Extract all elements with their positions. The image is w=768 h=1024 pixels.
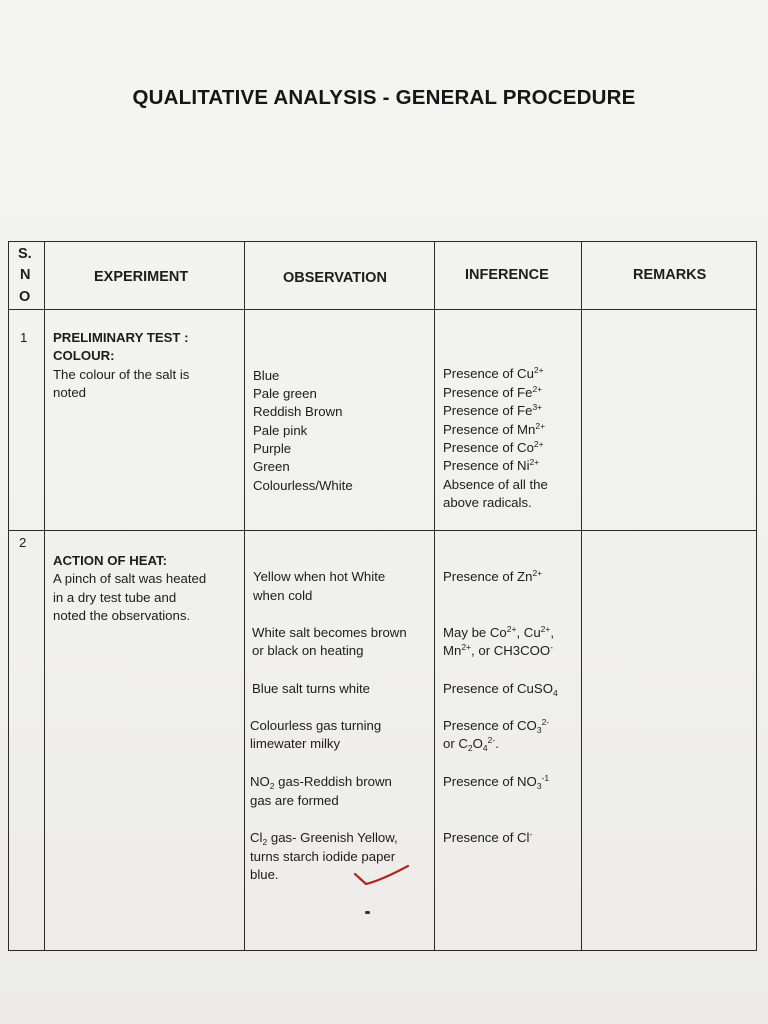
row2-inf2-line1 bbox=[443, 624, 554, 643]
subscript: 2 bbox=[467, 743, 473, 753]
row2-obs4-line1: Colourless gas turning bbox=[250, 718, 382, 733]
row2-obs6-line2: turns starch iodide paper bbox=[250, 849, 396, 864]
table-border-top bbox=[8, 241, 757, 242]
red-check-mark-icon bbox=[352, 862, 412, 888]
column-divider-observation bbox=[434, 241, 435, 951]
column-divider-inference bbox=[581, 241, 582, 951]
ion-symbol: Cu bbox=[517, 366, 534, 381]
inference-prefix: Presence of bbox=[443, 403, 518, 418]
ion-symbol: Mn bbox=[517, 422, 536, 437]
row2-inf3 bbox=[443, 680, 558, 699]
row1-inference-3 bbox=[443, 402, 542, 421]
observation-text: gas-Reddish brown bbox=[274, 774, 392, 789]
row2-exp-text1: A pinch of salt was heated bbox=[53, 571, 207, 586]
row1-number: 1 bbox=[20, 330, 28, 345]
inference-text: . bbox=[495, 736, 499, 751]
row2-inf5 bbox=[443, 773, 549, 792]
inference-text: , Cu bbox=[516, 625, 541, 640]
row1-observation-6: Green bbox=[253, 459, 290, 474]
inference-prefix: Presence of bbox=[443, 422, 518, 437]
observation-text: Cl bbox=[250, 830, 263, 845]
row1-inference-4 bbox=[443, 421, 545, 440]
row1-inference-8: above radicals. bbox=[443, 495, 532, 510]
ion-charge: -1 bbox=[541, 773, 550, 783]
inference-prefix: Presence of bbox=[443, 458, 518, 473]
subscript: 4 bbox=[482, 743, 488, 753]
header-remarks: REMARKS bbox=[633, 267, 707, 283]
row2-inf4-line2 bbox=[443, 735, 499, 754]
row1-observation-7: Colourless/White bbox=[253, 478, 353, 493]
header-divider bbox=[8, 309, 757, 310]
ion-symbol: Fe bbox=[517, 385, 533, 400]
inference-text: , bbox=[550, 625, 555, 640]
subscript: 3 bbox=[536, 781, 542, 791]
row2-exp-text3: noted the observations. bbox=[53, 608, 191, 623]
header-sno-2: N bbox=[20, 267, 31, 283]
inference-text: or C bbox=[443, 736, 468, 751]
subscript: 3 bbox=[536, 725, 542, 735]
row1-exp-heading2: COLOUR: bbox=[53, 348, 115, 363]
inference-text: O bbox=[472, 736, 483, 751]
ion-charge: - bbox=[550, 642, 554, 652]
inference-text: Presence of Zn bbox=[443, 569, 533, 584]
row2-obs1-line1: Yellow when hot White bbox=[253, 569, 386, 584]
subscript: 2 bbox=[262, 837, 268, 847]
row2-inf1 bbox=[443, 568, 542, 587]
row2-obs6-line1 bbox=[250, 829, 398, 848]
column-divider-experiment bbox=[244, 241, 245, 951]
observation-text: NO bbox=[250, 774, 270, 789]
inference-text: Presence of CuSO bbox=[443, 681, 553, 696]
observation-text: gas- Greenish Yellow, bbox=[267, 830, 398, 845]
row2-number: 2 bbox=[19, 535, 27, 550]
ion-symbol: Fe bbox=[517, 403, 533, 418]
inference-text: Presence of CO bbox=[443, 718, 537, 733]
inference-prefix: Presence of bbox=[443, 385, 518, 400]
ion-charge: - bbox=[529, 829, 533, 839]
inference-text: Presence of NO bbox=[443, 774, 537, 789]
row2-inf6 bbox=[443, 829, 532, 848]
inference-text: , or CH3COO bbox=[471, 643, 551, 658]
table-border-bottom bbox=[8, 950, 757, 951]
row2-inf4-line1 bbox=[443, 717, 549, 736]
inference-prefix: Presence of bbox=[443, 440, 518, 455]
header-observation: OBSERVATION bbox=[283, 270, 387, 286]
ion-charge: 2+ bbox=[535, 421, 546, 431]
row1-observation-2: Pale green bbox=[253, 386, 317, 401]
row1-inference-1 bbox=[443, 365, 544, 384]
subscript: 2 bbox=[269, 781, 275, 791]
ion-charge: 2+ bbox=[506, 624, 517, 634]
row2-inf2-line2 bbox=[443, 642, 553, 661]
ion-symbol: Co bbox=[517, 440, 534, 455]
ion-symbol: Ni bbox=[517, 458, 530, 473]
table-border-right bbox=[756, 241, 757, 951]
ion-charge: 2+ bbox=[533, 439, 544, 449]
row2-obs1-line2: when cold bbox=[253, 588, 313, 603]
ion-charge: 2+ bbox=[533, 365, 544, 375]
row1-inference-7: Absence of all the bbox=[443, 477, 548, 492]
row2-obs4-line2: limewater milky bbox=[250, 736, 341, 751]
ion-charge: 2- bbox=[541, 717, 550, 727]
column-divider-sno bbox=[44, 241, 45, 951]
ion-charge: 2+ bbox=[529, 457, 540, 467]
inference-text: Presence of Cl bbox=[443, 830, 530, 845]
header-inference: INFERENCE bbox=[465, 267, 549, 283]
inference-text: May be Co bbox=[443, 625, 507, 640]
row1-observation-3: Reddish Brown bbox=[253, 404, 343, 419]
row1-exp-text2: noted bbox=[53, 385, 87, 400]
ion-charge: 3+ bbox=[532, 402, 543, 412]
row2-obs2-line1: White salt becomes brown bbox=[252, 625, 407, 640]
row2-obs3: Blue salt turns white bbox=[252, 681, 371, 696]
row-divider bbox=[8, 530, 757, 531]
row1-observation-5: Purple bbox=[253, 441, 292, 456]
inference-prefix: Presence of bbox=[443, 366, 518, 381]
row1-inference-2 bbox=[443, 384, 542, 403]
header-sno-3: O bbox=[19, 289, 31, 305]
ion-charge: 2+ bbox=[532, 568, 543, 578]
row1-inference-5 bbox=[443, 439, 544, 458]
row1-inference-6 bbox=[443, 457, 539, 476]
header-experiment: EXPERIMENT bbox=[94, 269, 189, 285]
ink-dot bbox=[365, 911, 370, 914]
ion-charge: 2+ bbox=[461, 642, 472, 652]
row2-exp-text2: in a dry test tube and bbox=[53, 590, 177, 605]
table-border-left bbox=[8, 241, 9, 951]
inference-text: Mn bbox=[443, 643, 462, 658]
row2-exp-heading: ACTION OF HEAT: bbox=[53, 553, 168, 568]
row1-observation-1: Blue bbox=[253, 368, 280, 383]
row2-obs6-line3: blue. bbox=[250, 867, 279, 882]
ion-charge: 2+ bbox=[532, 384, 543, 394]
row1-exp-text1: The colour of the salt is bbox=[53, 367, 190, 382]
ion-charge: 2+ bbox=[540, 624, 551, 634]
row1-exp-heading1: PRELIMINARY TEST : bbox=[53, 330, 189, 345]
header-sno-1: S. bbox=[18, 246, 32, 262]
row2-obs2-line2: or black on heating bbox=[252, 643, 364, 658]
subscript: 4 bbox=[552, 688, 558, 698]
ion-charge: 2- bbox=[487, 735, 496, 745]
row2-obs5-line2: gas are formed bbox=[250, 793, 339, 808]
row2-obs5-line1 bbox=[250, 773, 392, 792]
row1-observation-4: Pale pink bbox=[253, 423, 308, 438]
page-title: QUALITATIVE ANALYSIS - GENERAL PROCEDURE bbox=[132, 86, 636, 109]
